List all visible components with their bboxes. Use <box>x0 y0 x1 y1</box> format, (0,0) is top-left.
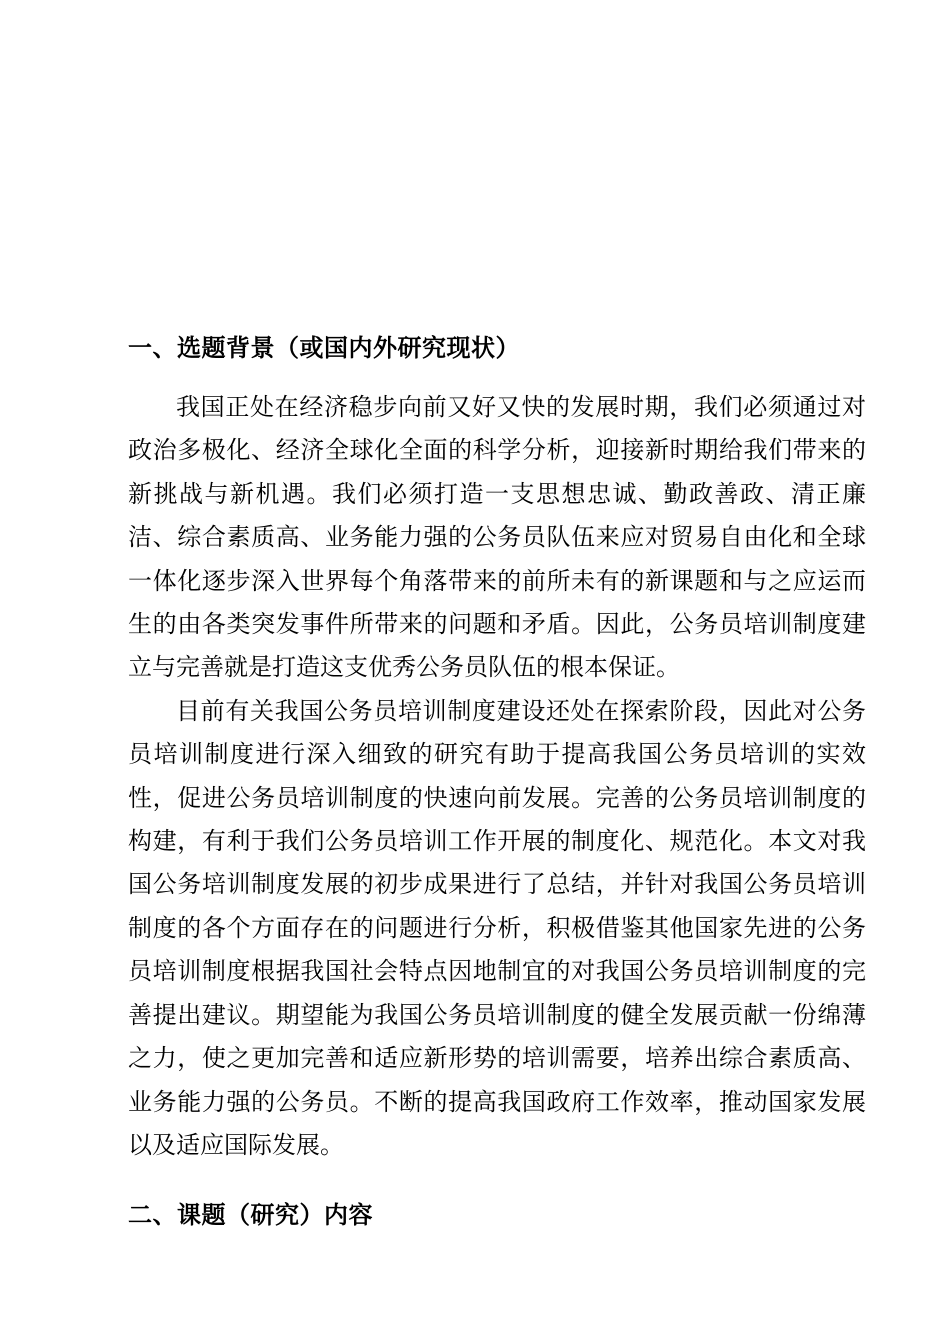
paragraph-background-1: 我国正处在经济稳步向前又好又快的发展时期，我们必须通过对政治多极化、经济全球化全面的科学分析，迎接新时期给我们带来的新挑战与新机遇。我们必须打造一支思想忠诚、勤政善政、清正廉洁、综合素质高、业务能力强的公务员队伍来应对贸易自由化和全球一体化逐步深入世界每个角落带来的前所未有的新课题和与之应运而生的由各类突发事件所带来的问题和矛盾。因此，公务员培训制度建立与完善就是打造这支优秀公务员队伍的根本保证。 <box>128 393 866 682</box>
section-heading-background: 一、选题背景（或国内外研究现状） <box>128 334 520 362</box>
section-heading-research-content: 二、课题（研究）内容 <box>128 1201 373 1230</box>
paragraph-background-2: 目前有关我国公务员培训制度建设还处在探索阶段，因此对公务员培训制度进行深入细致的研究有助于提高我国公务员培训的实效性，促进公务员培训制度的快速向前发展。完善的公务员培训制度的构建，有利于我们公务员培训工作开展的制度化、规范化。本文对我国公务培训制度发展的初步成果进行了总结，并针对我国公务员培训制度的各个方面存在的问题进行分析，积极借鉴其他国家先进的公务员培训制度根据我国社会特点因地制宜的对我国公务员培训制度的完善提出建议。期望能为我国公务员培训制度的健全发展贡献一份绵薄之力，使之更加完善和适应新形势的培训需要，培养出综合素质高、业务能力强的公务员。不断的提高我国政府工作效率，推动国家发展以及适应国际发展。 <box>128 696 866 1159</box>
document-body <box>128 330 866 1233</box>
